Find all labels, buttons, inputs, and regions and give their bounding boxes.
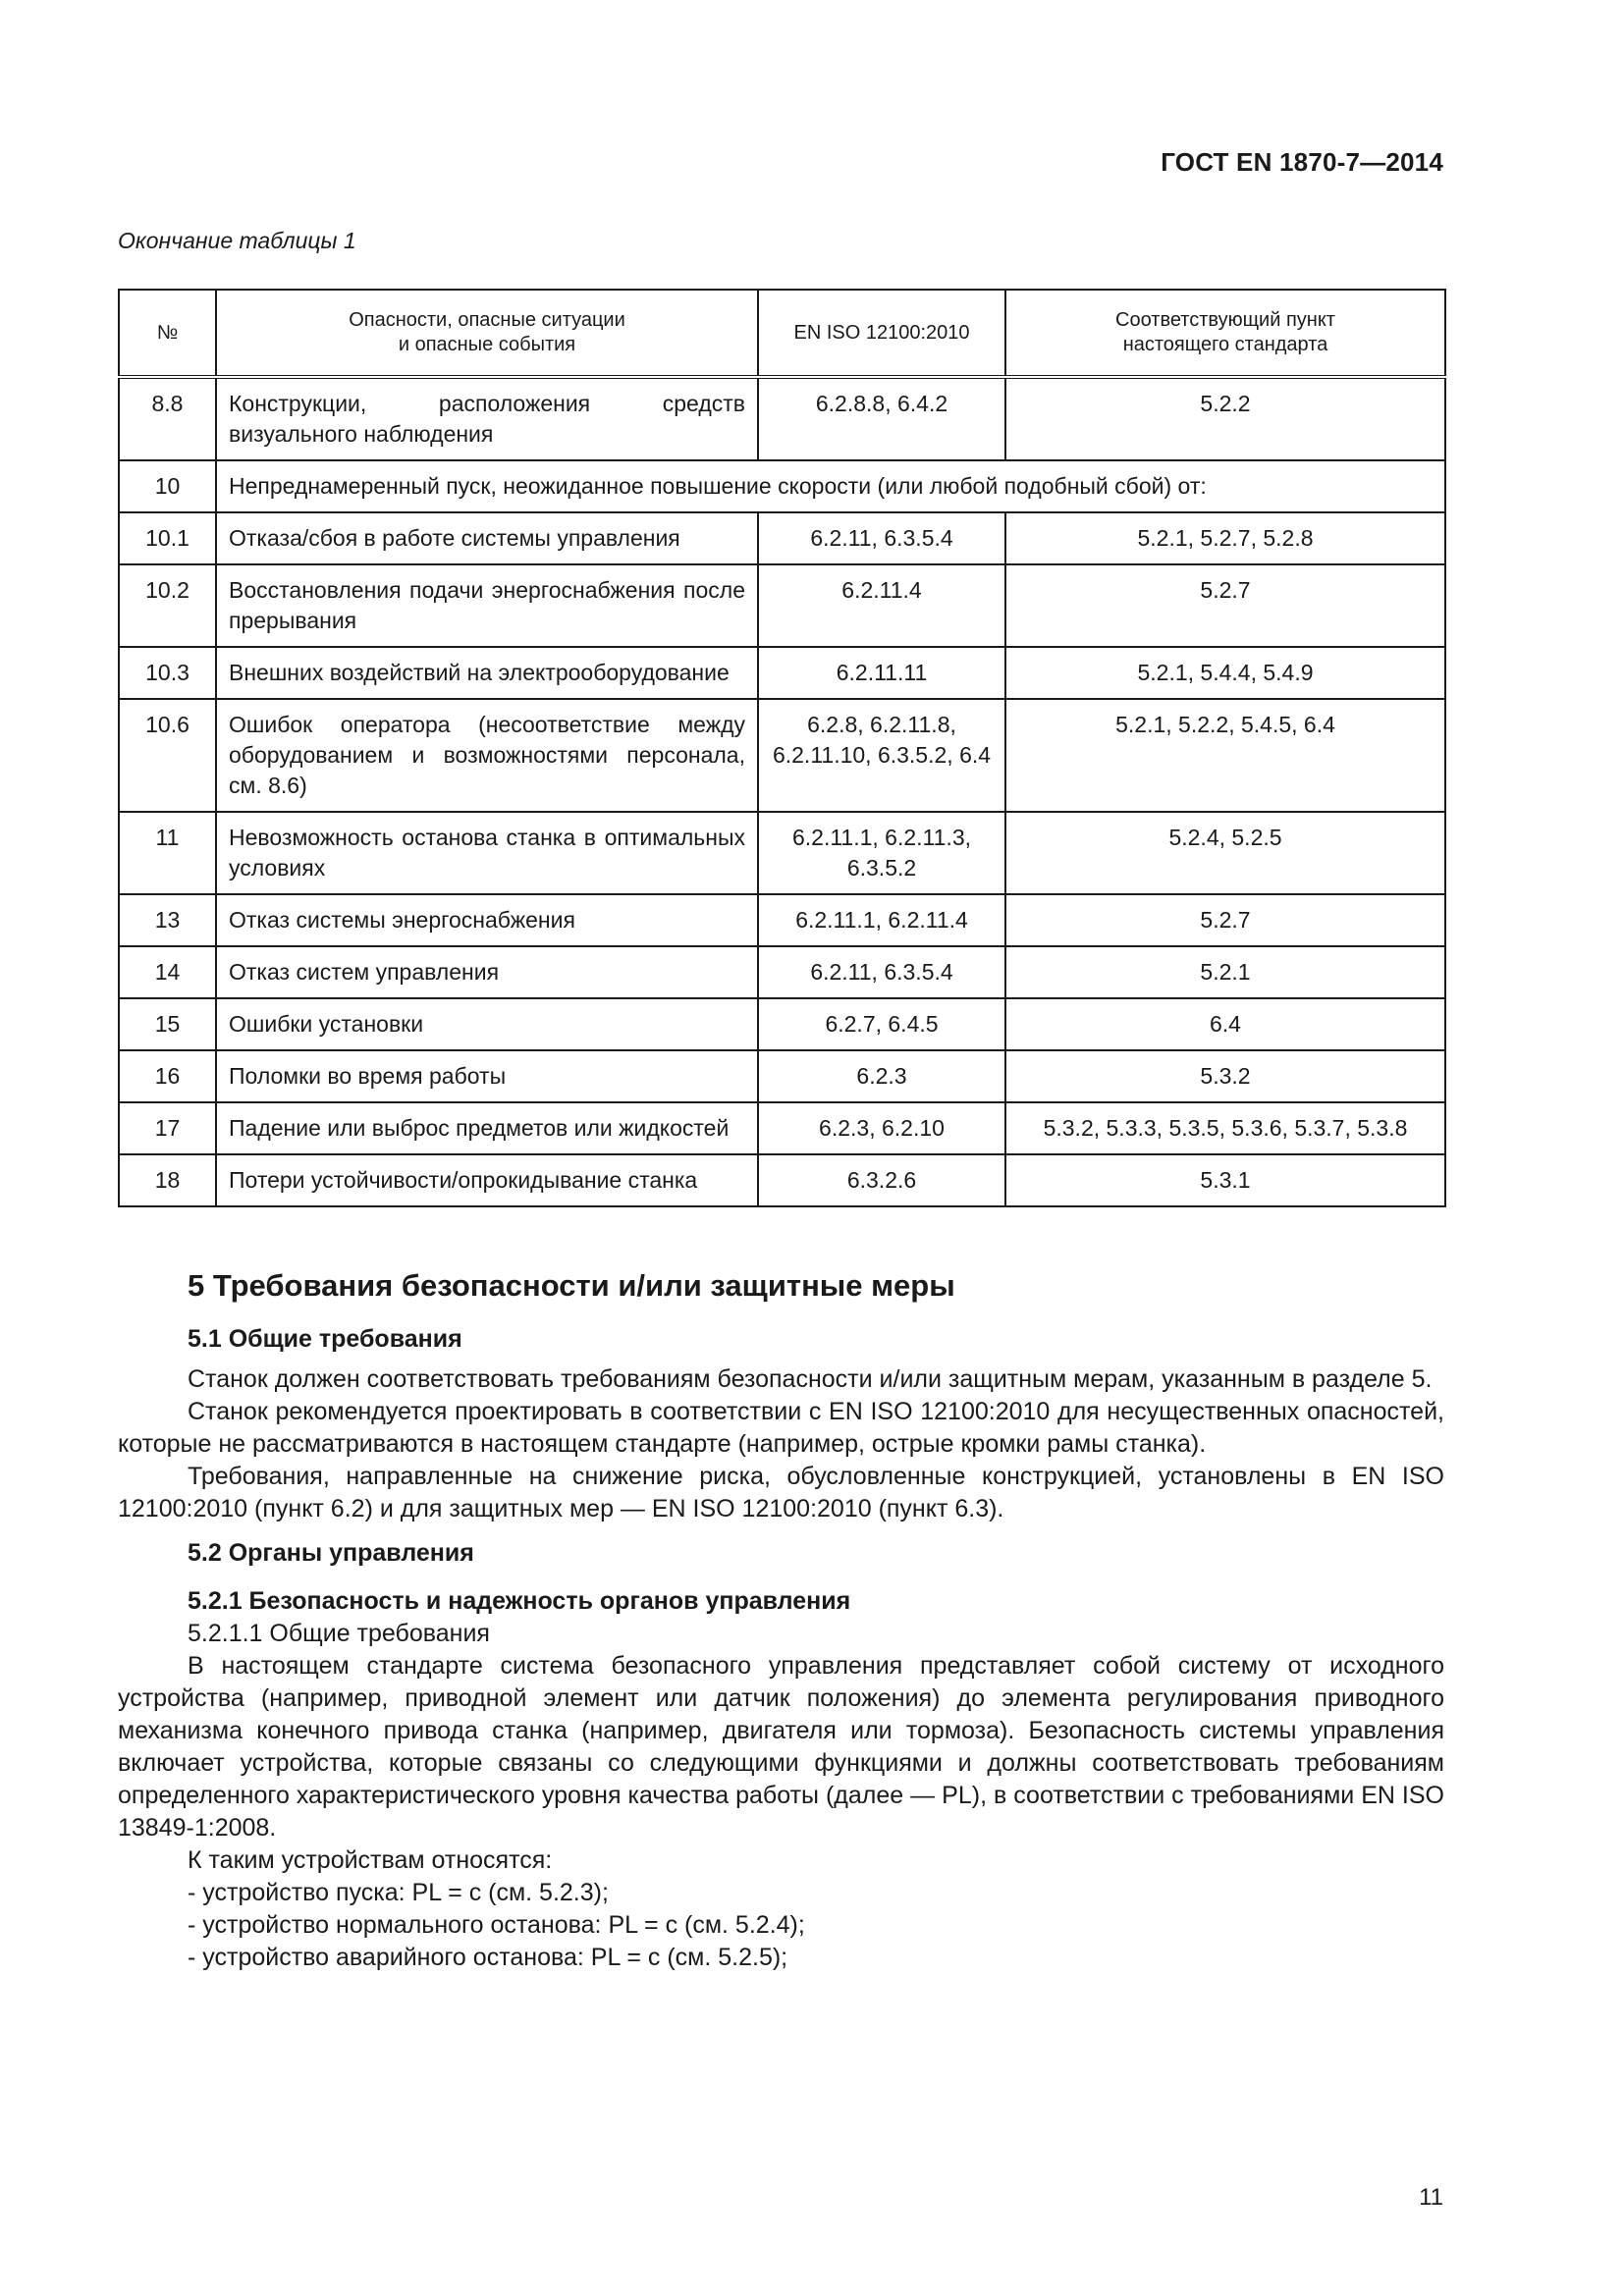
row-iso: 6.2.11.1, 6.2.11.4: [758, 894, 1005, 946]
table-row: [119, 647, 1445, 699]
row-reference: 5.2.7: [1005, 564, 1445, 647]
row-hazard: Отказ системы энергоснабжения: [216, 894, 758, 946]
row-iso: 6.2.3, 6.2.10: [758, 1102, 1005, 1154]
row-iso: 6.2.8.8, 6.4.2: [758, 377, 1005, 460]
row-number: 10: [119, 460, 216, 512]
row-hazard: Ошибки установки: [216, 998, 758, 1050]
page-number: 11: [1419, 2184, 1443, 2211]
table-row: [119, 998, 1445, 1050]
row-number: 13: [119, 894, 216, 946]
paragraph: Требования, направленные на снижение риска, обусловленные конструкцией, установлены в EN ISO 12100:2010 (пункт 6.2) и для защитных мер — EN ISO 12100:2010 (пункт 6.3).: [118, 1463, 1444, 1522]
row-number: 10.6: [119, 699, 216, 812]
row-number: 11: [119, 812, 216, 894]
row-iso: 6.2.11, 6.3.5.4: [758, 512, 1005, 564]
column-header-reference: Соответствующий пункт настоящего стандарта: [1005, 290, 1445, 377]
row-hazard-spanning: Непреднамеренный пуск, неожиданное повышение скорости (или любой подобный сбой) от:: [216, 460, 1445, 512]
row-hazard: Внешних воздействий на электрооборудование: [216, 647, 758, 699]
row-number: 15: [119, 998, 216, 1050]
section-5-heading: 5 Требования безопасности и/или защитные меры: [188, 1268, 955, 1303]
row-reference: 5.2.1: [1005, 946, 1445, 998]
table-row: [119, 1050, 1445, 1102]
column-header-hazards: Опасности, опасные ситуации и опасные события: [216, 290, 758, 377]
list-item: - устройство пуска: PL = c (см. 5.2.3);: [188, 1879, 609, 1906]
row-reference: 5.2.1, 5.4.4, 5.4.9: [1005, 647, 1445, 699]
row-reference: 5.2.2: [1005, 377, 1445, 460]
row-iso: 6.2.3: [758, 1050, 1005, 1102]
row-number: 14: [119, 946, 216, 998]
list-item: - устройство аварийного останова: PL = c (см. 5.2.5);: [188, 1944, 788, 1971]
row-reference: 5.2.1, 5.2.7, 5.2.8: [1005, 512, 1445, 564]
row-number: 10.1: [119, 512, 216, 564]
paragraph: Станок рекомендуется проектировать в соответствии с EN ISO 12100:2010 для несущественных опасностей, которые не рассматриваются в настоящем стандарте (например, острые кромки рамы станка).: [118, 1398, 1444, 1458]
table-row: [119, 946, 1445, 998]
table-row: [119, 564, 1445, 647]
table-row: [119, 812, 1445, 894]
row-number: 8.8: [119, 377, 216, 460]
table-header-row: [119, 290, 1445, 377]
row-reference: 5.3.2: [1005, 1050, 1445, 1102]
row-number: 18: [119, 1154, 216, 1206]
row-reference: 5.2.1, 5.2.2, 5.4.5, 6.4: [1005, 699, 1445, 812]
document-id: ГОСТ EN 1870-7—2014: [1161, 147, 1443, 177]
row-iso: 6.2.11.11: [758, 647, 1005, 699]
row-hazard: Конструкции, расположения средств визуального наблюдения: [216, 377, 758, 460]
subsection-5-1-heading: 5.1 Общие требования: [188, 1325, 462, 1353]
table-row: [119, 460, 1445, 512]
paragraph: К таким устройствам относятся:: [188, 1846, 553, 1874]
row-reference: 5.3.1: [1005, 1154, 1445, 1206]
subsection-5-2-heading: 5.2 Органы управления: [188, 1539, 474, 1567]
row-hazard: Потери устойчивости/опрокидывание станка: [216, 1154, 758, 1206]
row-hazard: Падение или выброс предметов или жидкостей: [216, 1102, 758, 1154]
section-5: [118, 1266, 1444, 1974]
column-header-number: №: [119, 290, 216, 377]
subsection-5-2-1-1-heading: 5.2.1.1 Общие требования: [188, 1620, 490, 1647]
table-row: [119, 1154, 1445, 1206]
table-row: [119, 377, 1445, 460]
row-iso: 6.2.11, 6.3.5.4: [758, 946, 1005, 998]
column-header-iso: EN ISO 12100:2010: [758, 290, 1005, 377]
row-reference: 5.2.7: [1005, 894, 1445, 946]
row-iso: 6.2.11.4: [758, 564, 1005, 647]
row-hazard: Отказа/сбоя в работе системы управления: [216, 512, 758, 564]
list-item: - устройство нормального останова: PL = c (см. 5.2.4);: [188, 1911, 805, 1939]
row-number: 10.3: [119, 647, 216, 699]
row-number: 10.2: [119, 564, 216, 647]
row-hazard: Восстановления подачи энергоснабжения после прерывания: [216, 564, 758, 647]
hazards-table: [118, 289, 1446, 1207]
table-row: [119, 512, 1445, 564]
row-hazard: Поломки во время работы: [216, 1050, 758, 1102]
table-row: [119, 894, 1445, 946]
row-reference: 5.2.4, 5.2.5: [1005, 812, 1445, 894]
row-reference: 5.3.2, 5.3.3, 5.3.5, 5.3.6, 5.3.7, 5.3.8: [1005, 1102, 1445, 1154]
table-row: [119, 1102, 1445, 1154]
paragraph: В настоящем стандарте система безопасного управления представляет собой систему от исходного устройства (например, приводной элемент или датчик положения) до элемента регулирования приводного механизма конечного привода станка (например, двигателя или тормоза). Безопасность системы управления включает устройства, которые связаны со следующими функциями и должны соответствовать требованиям определенного характеристического уровня качества работы (далее — PL), в соответствии с требованиями EN ISO 13849-1:2008.: [118, 1652, 1444, 1842]
table-caption: Окончание таблицы 1: [118, 228, 356, 253]
row-number: 17: [119, 1102, 216, 1154]
row-iso: 6.2.7, 6.4.5: [758, 998, 1005, 1050]
row-hazard: Отказ систем управления: [216, 946, 758, 998]
row-hazard: Невозможность останова станка в оптимальных условиях: [216, 812, 758, 894]
table-row: [119, 699, 1445, 812]
row-iso: 6.2.8, 6.2.11.8, 6.2.11.10, 6.3.5.2, 6.4: [758, 699, 1005, 812]
paragraph: Станок должен соответствовать требованиям безопасности и/или защитным мерам, указанным в разделе 5.: [188, 1365, 1433, 1393]
row-iso: 6.3.2.6: [758, 1154, 1005, 1206]
row-number: 16: [119, 1050, 216, 1102]
subsection-5-2-1-heading: 5.2.1 Безопасность и надежность органов управления: [188, 1587, 851, 1615]
row-hazard: Ошибок оператора (несоответствие между оборудованием и возможностями персонала, см. 8.6): [216, 699, 758, 812]
row-iso: 6.2.11.1, 6.2.11.3, 6.3.5.2: [758, 812, 1005, 894]
row-reference: 6.4: [1005, 998, 1445, 1050]
